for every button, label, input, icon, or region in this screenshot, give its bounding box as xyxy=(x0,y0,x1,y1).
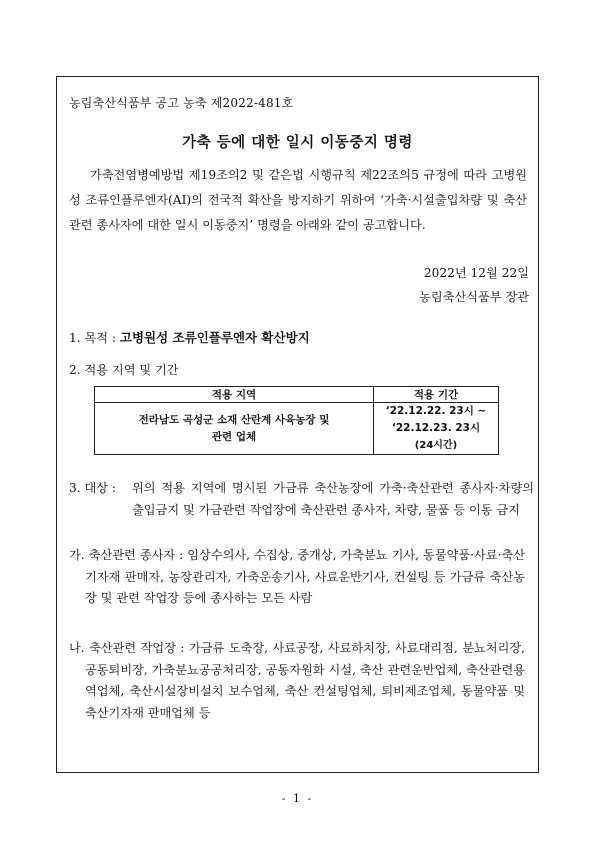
area-period-table xyxy=(94,386,499,455)
section-area-period-heading: 2. 적용 지역 및 기간 xyxy=(69,363,179,377)
table-header-row xyxy=(95,387,499,403)
area-line-2: 관련 업체 xyxy=(211,430,257,443)
period-line-1: ‘22.12.22. 23시 ∼ xyxy=(385,405,487,417)
table-cell-period xyxy=(374,403,499,455)
purpose-value: 고병원성 조류인플루엔자 확산방지 xyxy=(119,330,310,345)
notice-date: 2022년 12월 22일 xyxy=(423,266,529,280)
page-title: 가축 등에 대한 일시 이동중지 명령 xyxy=(182,135,413,151)
subitem-a-text: 가. 축산관련 종사자 : 임상수의사, 수집상, 중개상, 가축분뇨 기사, 동물약품·사료·축산기자재 판매자, 농장관리자, 가축운송기사, 사료운반기사, 컨설팅 등 가금류 축산농장 및 관련 작업장 등에 종사하는 모든 사람 xyxy=(69,548,525,605)
issuing-authority: 농림축산식품부 장관 xyxy=(419,290,529,304)
subitem-livestock-workers xyxy=(69,545,525,610)
notice-number: 농림축산식품부 공고 농축 제2022-481호 xyxy=(69,96,294,110)
area-line-1: 전라남도 곡성군 소재 산란계 사육농장 및 xyxy=(138,413,330,426)
subitem-b-text: 나. 축산관련 작업장 : 가금류 도축장, 사료공장, 사료하치장, 사료대리점, 분뇨처리장, 공동퇴비장, 가축분뇨공공처리장, 공동자원화 시설, 축산 관련운반업체, 축산관련용역업체, 축산시설장비설치 보수업체, 축산 컨설팅업체, 퇴비제조업체, 동물약품 및 축산기자재 판매업체 등 xyxy=(69,641,525,720)
subitem-livestock-workplaces xyxy=(69,638,525,724)
table-header-period: 적용 기간 xyxy=(374,387,499,403)
table-row xyxy=(95,403,499,455)
period-line-2: ‘22.12.23. 23시 xyxy=(391,422,481,434)
intro-paragraph: 가축전염병예방법 제19조의2 및 같은법 시행규칙 제22조의5 규정에 따라 고병원성 조류인플루엔자(AI)의 전국적 확산을 방지하기 위하여 ‘가축·시설출입차량 및 축산관련 종사자에 대한 일시 이동중지’ 명령을 아래와 같이 공고합니다. xyxy=(69,168,527,232)
period-line-3: (24시간) xyxy=(414,440,458,451)
targets-body: 위의 적용 지역에 명시된 가금류 축산농장에 가축·축산관련 종사자·차량의 출입금지 및 가금관련 작업장에 축산관련 종사자, 차량, 물품 등 이동 금지 xyxy=(132,481,534,517)
page-number: - 1 - xyxy=(281,792,314,805)
purpose-label: 1. 목적 : xyxy=(69,331,120,345)
targets-label: 3. 대상 : xyxy=(69,481,117,495)
table-cell-area xyxy=(95,403,374,455)
section-purpose xyxy=(69,328,310,346)
table-header-area: 적용 지역 xyxy=(95,387,374,403)
